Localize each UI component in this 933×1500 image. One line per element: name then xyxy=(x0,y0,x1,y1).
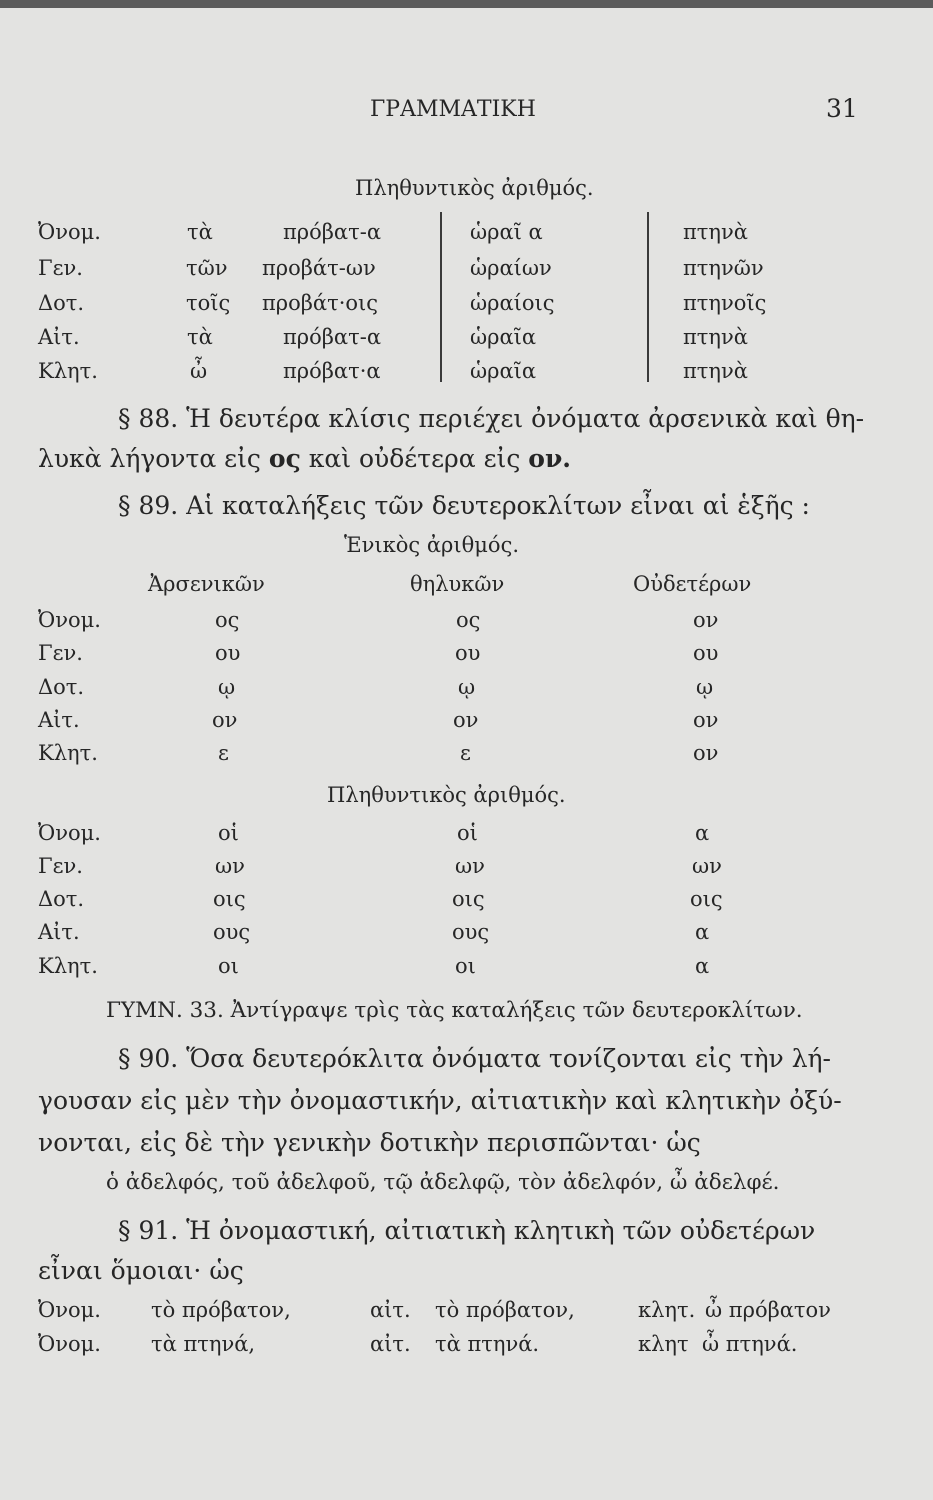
example-label: αἰτ. xyxy=(370,1332,411,1356)
endings-case: Κλητ. xyxy=(38,741,98,765)
table1-case: Κλητ. xyxy=(38,359,98,383)
table1-noun: προβάτ·οις xyxy=(262,291,379,315)
scan-top-edge xyxy=(0,0,933,8)
endings-case: Γεν. xyxy=(38,854,83,878)
example-label: κλητ xyxy=(638,1332,689,1356)
ending-masculine: ον xyxy=(212,708,238,732)
example-label: Ὀνομ. xyxy=(38,1298,101,1322)
ending-neuter: ον xyxy=(693,708,719,732)
table1-article: ὦ xyxy=(190,359,208,383)
header-feminine: θηλυκῶν xyxy=(410,572,505,596)
table1-bird: πτηνὰ xyxy=(683,359,748,383)
table1-adjective: ὡραίοις xyxy=(470,291,555,315)
ending-feminine: ων xyxy=(455,854,485,878)
endings-case: Δοτ. xyxy=(38,675,85,699)
exercise-33: ΓΥΜΝ. 33. Ἀντίγραψε τρὶς τὰς καταλήξεις τῶν δευτεροκλίτων. xyxy=(106,998,803,1023)
table1-bird: πτηνὰ xyxy=(683,325,748,349)
ending-masculine: οι xyxy=(218,954,239,978)
table1-article: τῶν xyxy=(186,256,228,280)
paragraph-90-example: ὁ ἀδελφός, τοῦ ἀδελφοῦ, τῷ ἀδελφῷ, τὸν ἀδελφόν, ὦ ἀδελφέ. xyxy=(106,1170,780,1195)
paragraph-88-text: καὶ οὐδέτερα εἰς xyxy=(308,444,521,473)
ending-feminine: οι xyxy=(455,954,476,978)
ending-masculine: οἱ xyxy=(218,821,239,845)
table1-divider-1 xyxy=(440,212,442,382)
ending-masculine: ου xyxy=(215,641,241,665)
table1-article: τοῖς xyxy=(186,291,231,315)
ending-masculine: ων xyxy=(215,854,245,878)
ending-neuter: ων xyxy=(692,854,722,878)
paragraph-90-line-2: γουσαν εἰς μὲν τὴν ὀνομαστικήν, αἰτιατικὴν καὶ κλητικὴν ὀξύ- xyxy=(38,1086,842,1115)
example-label: Ὀνομ. xyxy=(38,1332,101,1356)
endings-case: Αἰτ. xyxy=(38,708,80,732)
table1-adjective: ὡραῖα xyxy=(470,325,537,349)
ending-feminine: ον xyxy=(453,708,479,732)
endings-case: Κλητ. xyxy=(38,954,98,978)
table1-adjective: ὡραῖα xyxy=(470,359,537,383)
example-value: τὸ πρόβατον, xyxy=(151,1298,291,1322)
paragraph-90-line-3: νονται, εἰς δὲ τὴν γενικὴν δοτικὴν περισπῶνται· ὡς xyxy=(38,1128,701,1157)
ending-os: ος xyxy=(268,444,301,473)
table1-noun: πρόβατ-α xyxy=(283,220,382,244)
endings-case: Αἰτ. xyxy=(38,920,80,944)
table1-case: Αἰτ. xyxy=(38,325,80,349)
ending-feminine: ου xyxy=(455,641,481,665)
table1-noun: πρόβατ·α xyxy=(283,359,381,383)
example-label: αἰτ. xyxy=(370,1298,411,1322)
endings-case: Ὀνομ. xyxy=(38,608,101,632)
example-value: ὦ πτηνά. xyxy=(702,1332,798,1356)
ending-neuter: οις xyxy=(690,887,723,911)
ending-neuter: α xyxy=(695,954,710,978)
plural-title: Πληθυντικὸς ἀριθμός. xyxy=(327,783,566,807)
ending-feminine: ε xyxy=(460,741,471,765)
paragraph-88-line-2 xyxy=(38,446,571,471)
singular-title: Ἑνικὸς ἀριθμός. xyxy=(344,533,520,557)
table1-case: Γεν. xyxy=(38,256,83,280)
header-masculine: Ἀρσενικῶν xyxy=(148,572,265,596)
table1-article: τὰ xyxy=(187,220,213,244)
table1-bird: πτηνῶν xyxy=(683,256,764,280)
paragraph-88-text: λυκὰ λήγοντα εἰς xyxy=(38,444,261,473)
ending-feminine: ος xyxy=(456,608,481,632)
running-header-title: ΓΡΑΜΜΑΤΙΚΗ xyxy=(370,97,536,122)
endings-case: Ὀνομ. xyxy=(38,821,101,845)
ending-feminine: οἱ xyxy=(457,821,478,845)
table1-noun: πρόβατ-α xyxy=(283,325,382,349)
header-neuter: Οὐδετέρων xyxy=(633,572,752,596)
ending-masculine: οις xyxy=(213,887,246,911)
table1-divider-2 xyxy=(647,212,649,382)
ending-on: ον. xyxy=(528,444,572,473)
example-value: τὰ πτηνά, xyxy=(151,1332,256,1356)
paragraph-91-line-2: εἶναι ὅμοιαι· ὡς xyxy=(38,1256,244,1285)
ending-neuter: ον xyxy=(693,741,719,765)
ending-neuter: ον xyxy=(693,608,719,632)
table1-case: Δοτ. xyxy=(38,291,85,315)
table1-title: Πληθυντικὸς ἀριθμός. xyxy=(355,176,594,200)
ending-feminine: οις xyxy=(452,887,485,911)
example-value: τὸ πρόβατον, xyxy=(435,1298,575,1322)
ending-masculine: ους xyxy=(213,920,251,944)
table1-adjective: ὡραίων xyxy=(470,256,552,280)
ending-feminine: ους xyxy=(452,920,490,944)
example-value: τὰ πτηνά. xyxy=(435,1332,540,1356)
table1-bird: πτηνοῖς xyxy=(683,291,767,315)
table1-noun: προβάτ-ων xyxy=(262,256,376,280)
ending-masculine: ῳ xyxy=(218,675,236,699)
paragraph-89: § 89. Αἱ καταλήξεις τῶν δευτεροκλίτων εἶναι αἱ ἑξῆς : xyxy=(118,491,810,520)
ending-masculine: ε xyxy=(218,741,229,765)
endings-case: Γεν. xyxy=(38,641,83,665)
example-value: ὦ πρόβατον xyxy=(705,1298,831,1322)
table1-adjective: ὡραῖ α xyxy=(470,220,543,244)
ending-masculine: ος xyxy=(215,608,240,632)
endings-case: Δοτ. xyxy=(38,887,85,911)
ending-feminine: ῳ xyxy=(458,675,476,699)
paragraph-88-line-1: § 88. Ἡ δευτέρα κλίσις περιέχει ὀνόματα ἀρσενικὰ καὶ θη- xyxy=(118,404,865,433)
ending-neuter: α xyxy=(695,920,710,944)
ending-neuter: ου xyxy=(693,641,719,665)
paragraph-91-line-1: § 91. Ἡ ὀνομαστική, αἰτιατικὴ κλητικὴ τῶν οὐδετέρων xyxy=(118,1216,816,1245)
table1-case: Ὀνομ. xyxy=(38,220,101,244)
example-label: κλητ. xyxy=(638,1298,696,1322)
table1-article: τὰ xyxy=(187,325,213,349)
page-number: 31 xyxy=(826,94,858,123)
ending-neuter: ῳ xyxy=(696,675,714,699)
ending-neuter: α xyxy=(695,821,710,845)
table1-bird: πτηνὰ xyxy=(683,220,748,244)
paragraph-90-line-1: § 90. Ὅσα δευτερόκλιτα ὀνόματα τονίζονται εἰς τὴν λή- xyxy=(118,1044,831,1073)
